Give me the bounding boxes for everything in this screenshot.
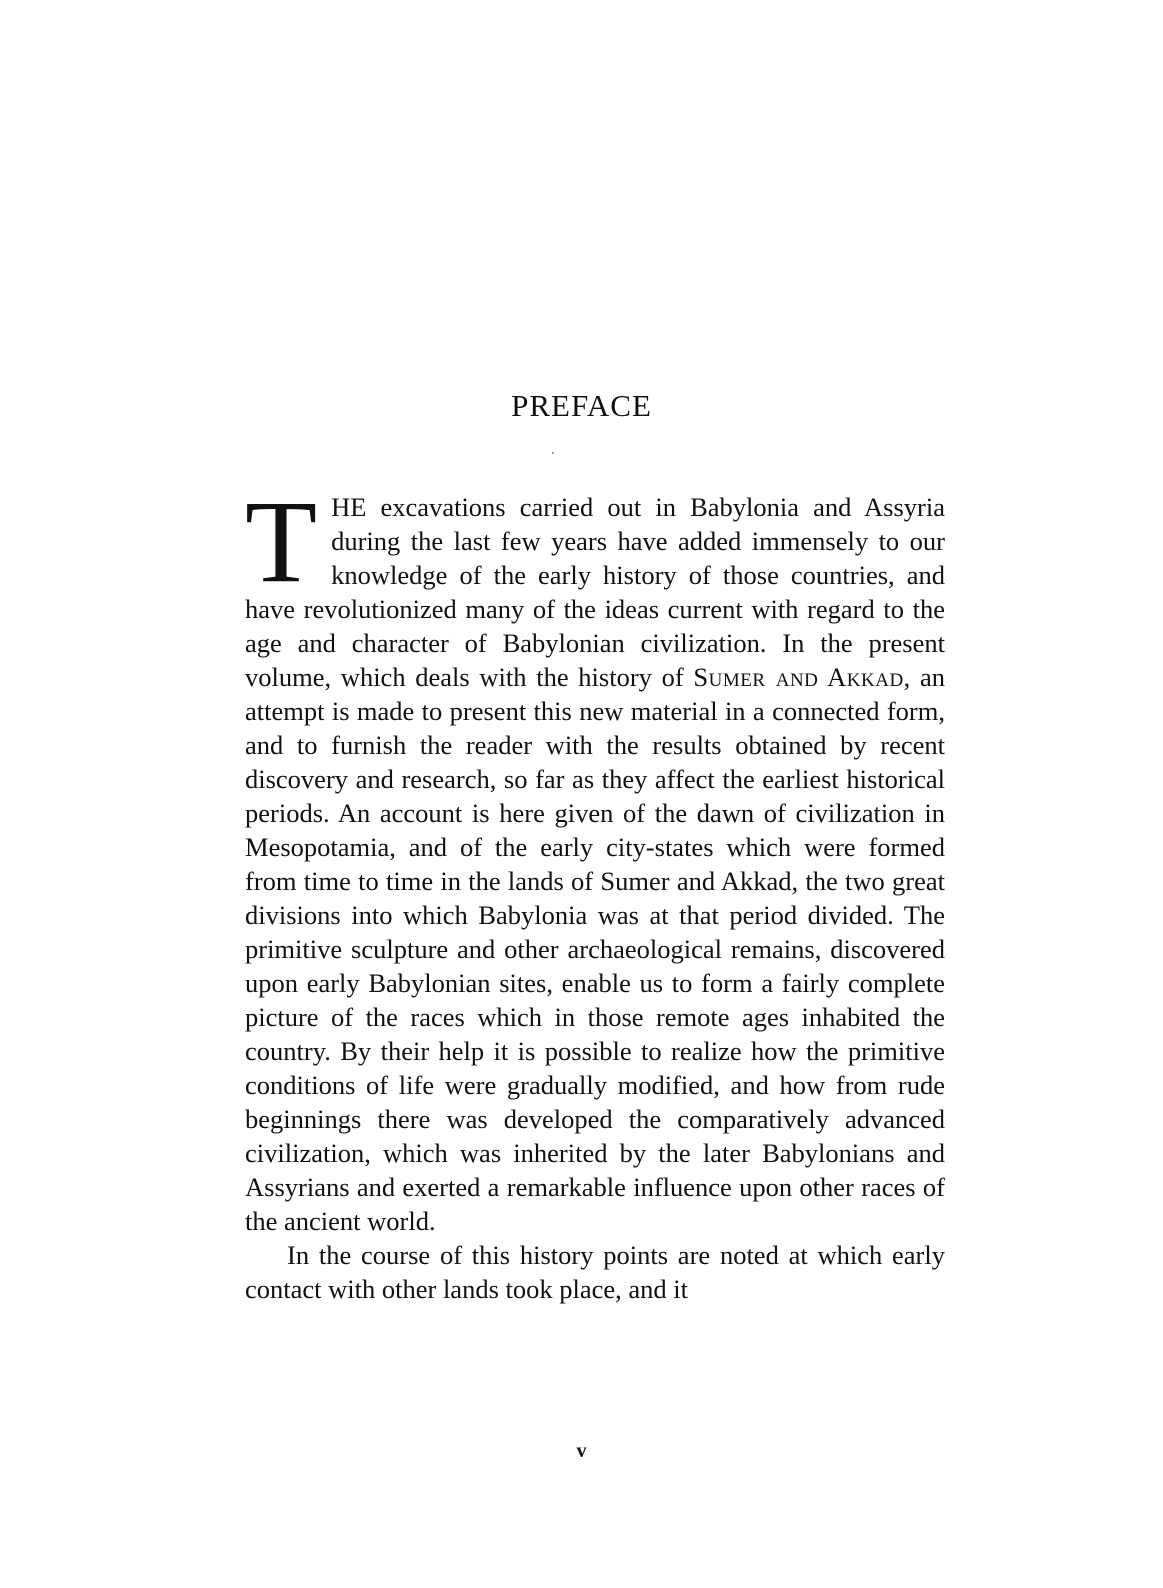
page-number: v bbox=[576, 1440, 587, 1462]
paragraph-2: In the course of this history points are noted at which early contact with other lands took place, and it bbox=[245, 1240, 945, 1304]
paragraph-1-smallcaps: Sumer and Akkad bbox=[693, 662, 904, 692]
preface-body bbox=[245, 476, 946, 1306]
paragraph-1 bbox=[245, 476, 946, 1238]
print-speck bbox=[552, 452, 554, 454]
page-title: PREFACE bbox=[511, 388, 652, 423]
paragraph-1-text-a: HE excavations carried out in Babylonia and Assyria during the last few years have added immensely to our knowledge of the early history of those countries, and have revolutionized many of the ideas current with regard to the age and character of Babylonian civilization. In the present volume, which deals with the history of bbox=[245, 492, 945, 692]
paragraph-1-text-b: , an attempt is made to present this new material in a connected form, and to furnish the reader with the results obtained by recent discovery and research, so far as they affect the earliest historical periods. An account is here given of the dawn of civilization in Mesopotamia, and of the early city-states which were formed from time to time in the lands of Sumer and Akkad, the two great divisions into which Babylonia was at that period divided. The primitive sculpture and other archaeological remains, discovered upon early Babylonian sites, enable us to form a fairly complete picture of the races which in those remote ages inhabited the country. By their help it is possible to realize how the primitive conditions of life were gradually modified, and how from rude beginnings there was developed the comparatively advanced civilization, which was inherited by the later Babylonians and Assyrians and exerted a remarkable influence upon other races of the ancient world. bbox=[245, 662, 946, 1236]
drop-cap: T bbox=[245, 476, 318, 607]
